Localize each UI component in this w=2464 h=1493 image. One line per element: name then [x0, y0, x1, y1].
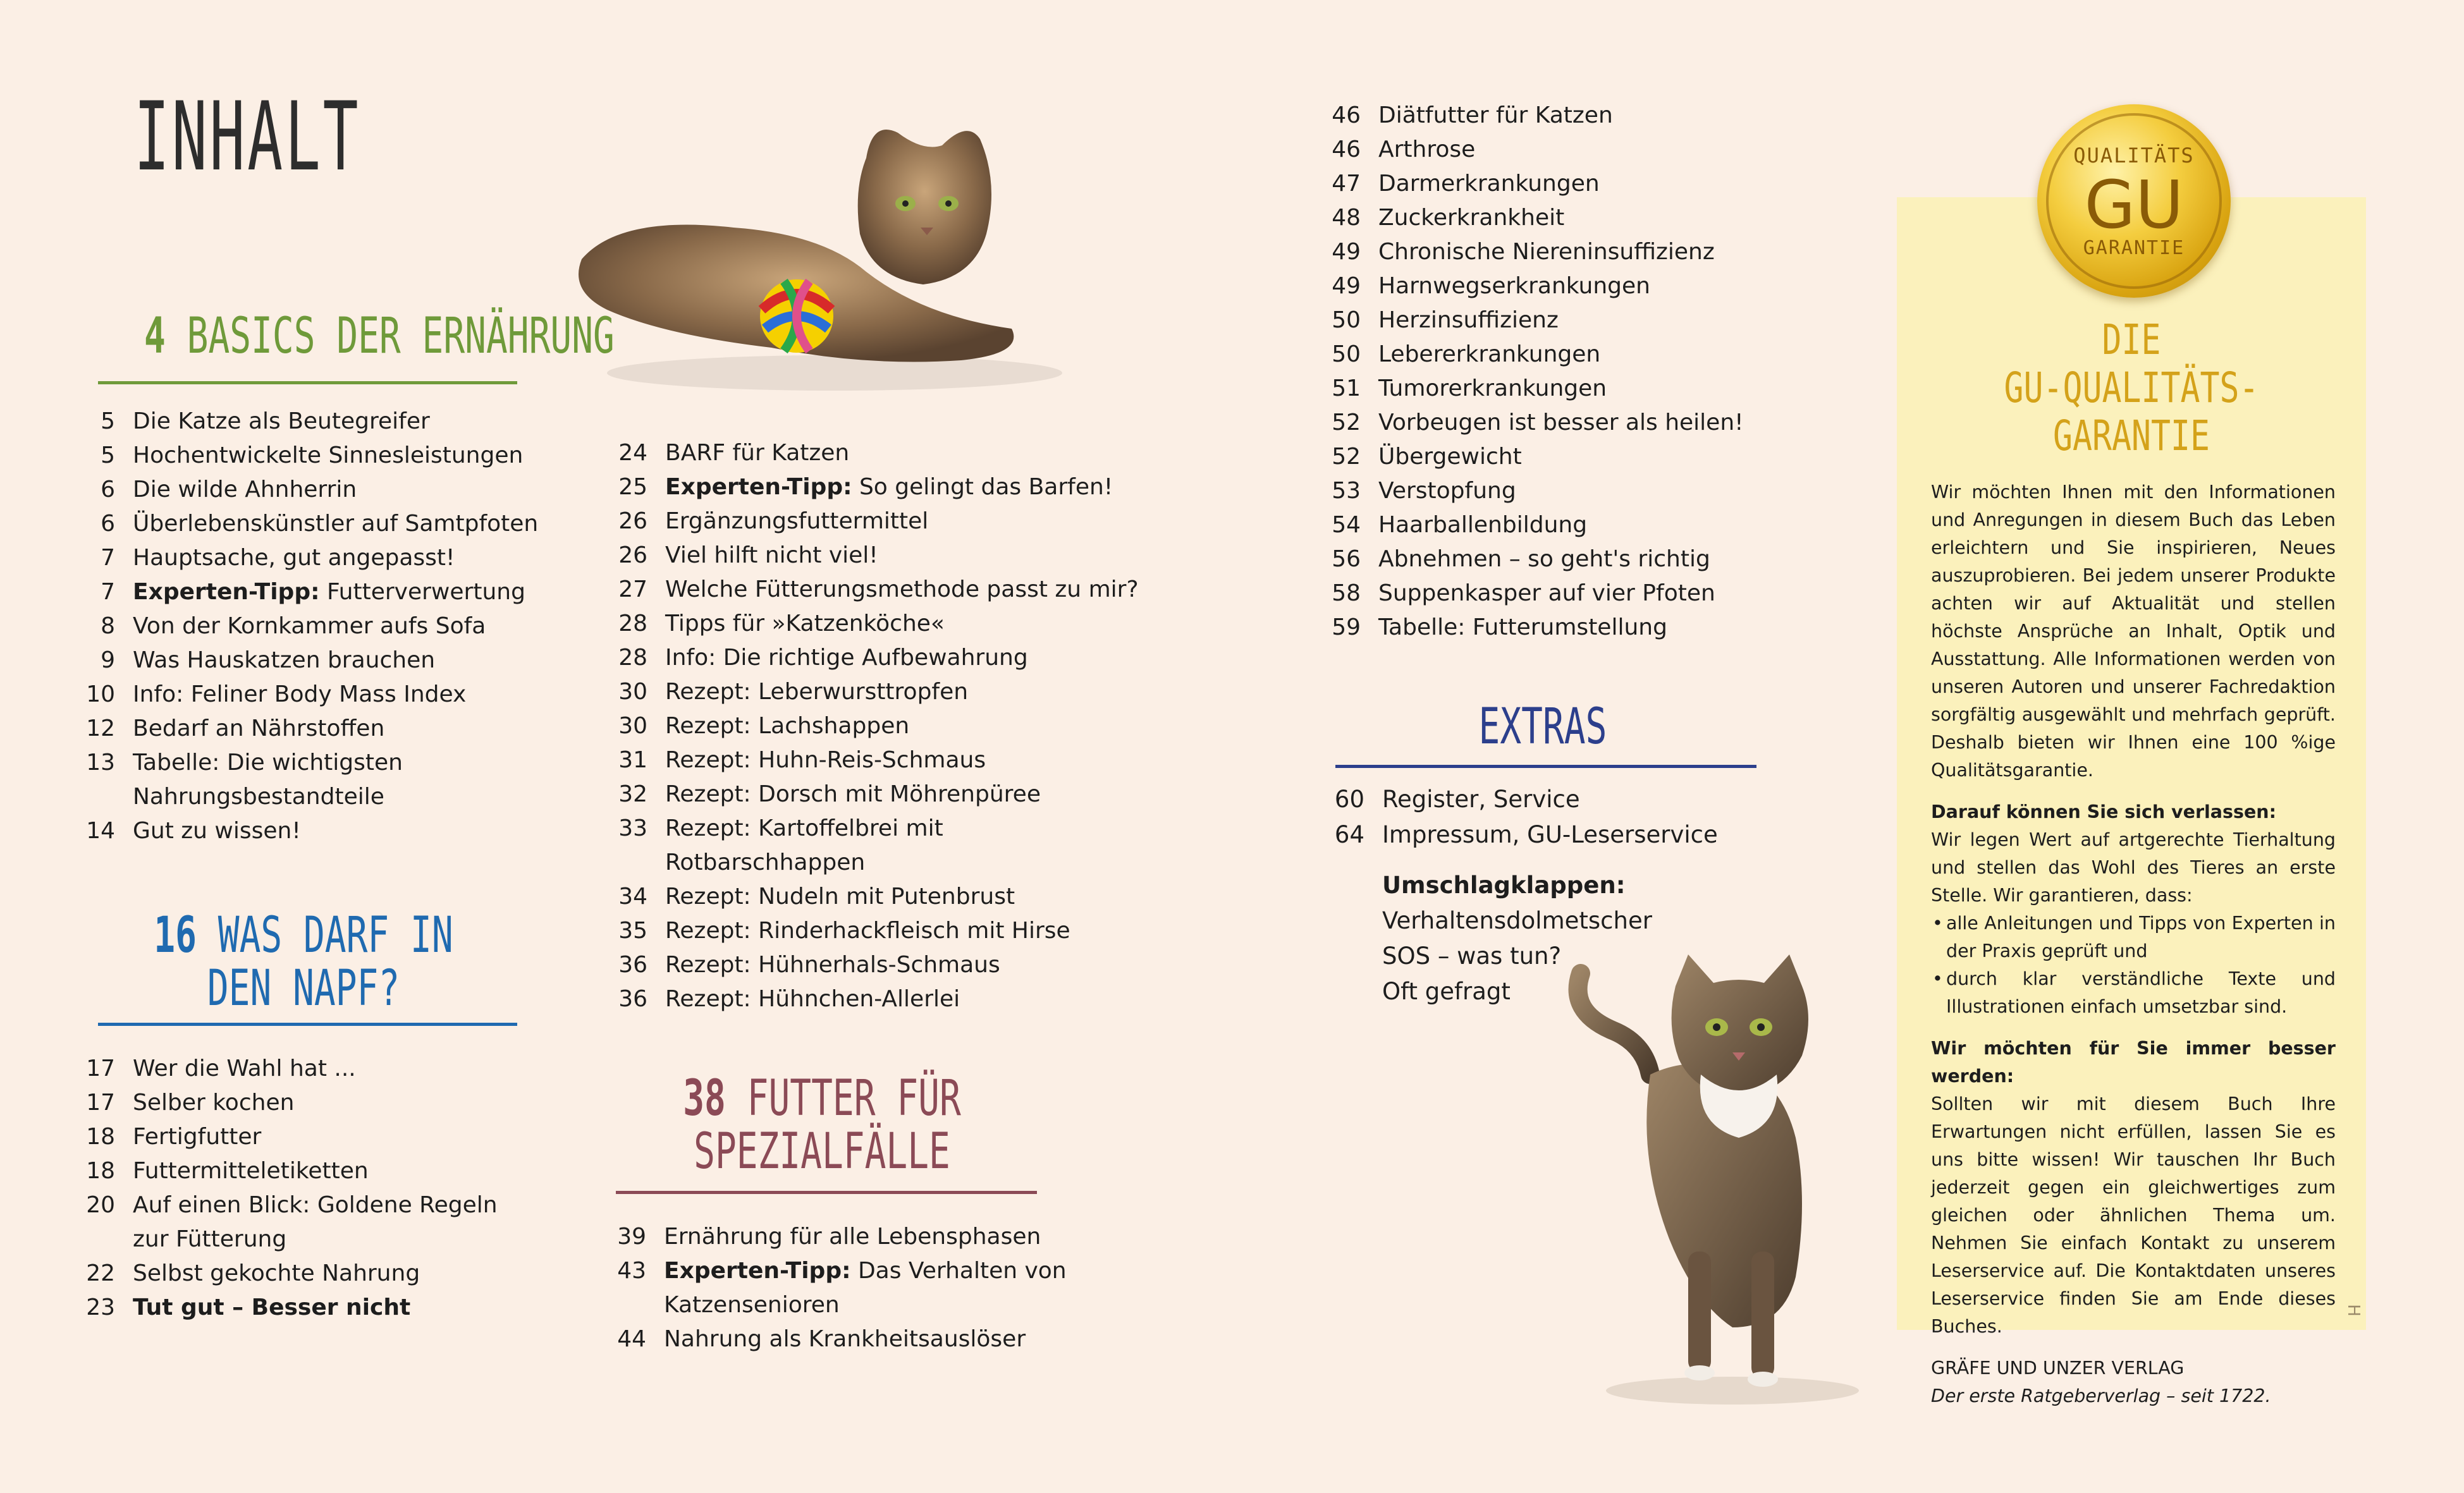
toc-page-number: 12 [86, 716, 115, 741]
toc-entry-title: Viel hilft nicht viel! [665, 542, 878, 568]
toc-page-number: 36 [618, 986, 647, 1012]
toc-page-number: 24 [618, 440, 647, 466]
toc-page-number: 64 [1334, 821, 1364, 848]
toc-entry-title: BARF für Katzen [665, 440, 850, 466]
toc-entry-text [664, 1322, 1026, 1356]
toc-entry [1315, 440, 1884, 474]
toc-page-number: 31 [618, 747, 647, 773]
toc-entry-title: Von der Kornkammer aufs Sofa [133, 613, 486, 639]
toc-entry-title: Arthrose [1378, 137, 1476, 162]
gu-quality-seal: QUALITÄTS GU GARANTIE [2037, 104, 2231, 298]
guarantee-title: DIE GU-QUALITÄTS- GARANTIE [2004, 315, 2259, 460]
toc-entry-title: Selber kochen [133, 1090, 295, 1116]
toc-page-number: 30 [618, 713, 647, 739]
toc-page-number: 9 [101, 647, 115, 673]
toc-entry [70, 1086, 550, 1120]
toc-page-number: 17 [86, 1056, 115, 1082]
toc-entry [602, 948, 1234, 982]
toc-entry [1315, 133, 1884, 167]
toc-page-number: 46 [1332, 102, 1361, 128]
toc-entry-bold: Experten-Tipp: [664, 1258, 851, 1284]
cat-with-ball-image [569, 107, 1075, 405]
toc-entry-text [133, 1052, 356, 1086]
toc-entry-title: Chronische Niereninsuffizienz [1378, 239, 1715, 265]
toc-entry [602, 846, 1234, 880]
toc-entry-title: Hauptsache, gut angepasst! [133, 545, 455, 571]
toc-entry-text [133, 405, 430, 439]
toc-entry-text [133, 1120, 261, 1154]
toc-page-number: 47 [1332, 171, 1361, 197]
toc-entry-text [665, 504, 928, 539]
toc-entry-title: Hochentwickelte Sinnesleistungen [133, 442, 524, 468]
toc-page-number: 23 [86, 1295, 115, 1320]
toc-page-number: 59 [1332, 614, 1361, 640]
side-mark: H [2343, 1304, 2363, 1317]
toc-entry [70, 746, 550, 780]
toc-entry-title: Lebererkrankungen [1378, 341, 1601, 367]
toc-entry-text [1378, 372, 1607, 406]
toc-entry-title: Rotbarschhappen [665, 850, 866, 875]
toc-entry-title: Übergewicht [1378, 444, 1522, 470]
toc-page-number: 10 [86, 681, 115, 707]
toc-page-number: 33 [618, 815, 647, 841]
toc-entry [70, 678, 550, 712]
toc-entry [602, 641, 1234, 675]
toc-entry-text [1378, 474, 1516, 508]
section-rule-basics [98, 381, 517, 384]
toc-entry-title: Tipps für »Katzenköche« [665, 611, 945, 637]
toc-entry-title: Rezept: Hühnerhals-Schmaus [665, 952, 1000, 978]
toc-page-number: 39 [617, 1224, 646, 1250]
toc-entry [602, 812, 1234, 846]
toc-entry [602, 982, 1234, 1016]
toc-entry [1315, 338, 1884, 372]
toc-entry [70, 1154, 550, 1188]
walking-cat-image [1543, 948, 1872, 1410]
toc-entry-title: Überlebenskünstler auf Samtpfoten [133, 511, 539, 537]
toc-page-number: 53 [1332, 478, 1361, 504]
toc-entry [70, 1120, 550, 1154]
toc-entry-title: Impressum, GU-Leserservice [1382, 821, 1718, 848]
toc-entry-text [133, 746, 403, 780]
toc-entry [70, 1291, 550, 1325]
toc-entry-text [133, 814, 301, 848]
toc-entry-title: Info: Feliner Body Mass Index [133, 681, 467, 707]
toc-entry-text [1378, 167, 1600, 201]
toc-entry-text [665, 607, 945, 641]
toc-entry-text [133, 712, 384, 746]
toc-entry [70, 575, 550, 609]
toc-page-number: 35 [618, 918, 647, 944]
toc-page-number: 20 [86, 1192, 115, 1218]
toc-entry-title: Fertigfutter [133, 1124, 262, 1150]
toc-entry-text [1382, 817, 1718, 853]
toc-entry-title: Gut zu wissen! [133, 818, 301, 844]
toc-entry-text [1378, 303, 1559, 338]
toc-entry-title: Auf einen Blick: Goldene Regeln [133, 1192, 498, 1218]
toc-entry-title: Rezept: Lachshappen [665, 713, 910, 739]
toc-entry [602, 436, 1234, 470]
toc-entry [602, 880, 1234, 914]
toc-entry [1319, 817, 1888, 853]
toc-entry [70, 712, 550, 746]
toc-page-number: 49 [1332, 273, 1361, 299]
toc-page-number: 36 [618, 952, 647, 978]
toc-page-number: 13 [86, 750, 115, 776]
toc-page-number: 46 [1332, 137, 1361, 162]
toc-entry-text [1378, 406, 1744, 440]
toc-page-number: 14 [86, 818, 115, 844]
page-title: INHALT [134, 82, 361, 192]
guarantee-intro: Wir möchten Ihnen mit den Informationen und Anregungen in diesem Buch das Leben erleichtern und Sie inspirieren, Neues auszuprobieren. Bei jedem unserer Produkte achten wir auf Aktualität und stellen höchste Ansprüche an Inhalt, Optik und Ausstattung. Alle Informationen werden von unseren Autoren und unserer Fachredaktion sorgfältig ausgewählt und mehrfach geprüft. Deshalb bieten wir Ihnen eine 100 %ige Qualitätsgarantie. [1931, 482, 2336, 781]
toc-entry [601, 1288, 1106, 1322]
toc-page-number: 28 [618, 611, 647, 637]
toc-page-number: 52 [1332, 444, 1361, 470]
toc-page-number: 60 [1334, 786, 1364, 813]
toc-entry [1315, 611, 1884, 645]
toc-entry-text [665, 539, 878, 573]
toc-entry-title: Abnehmen – so geht's richtig [1378, 546, 1710, 572]
toc-entry-text [133, 1188, 498, 1222]
toc-entry [1315, 406, 1884, 440]
toc-entry-text [133, 541, 455, 575]
toc-entry-title: Ergänzungsfuttermittel [665, 508, 929, 534]
toc-entry [1315, 201, 1884, 235]
toc-entry-title: Harnwegserkrankungen [1378, 273, 1650, 299]
toc-entry-title: So gelingt das Barfen! [852, 474, 1113, 500]
toc-list-basics [70, 405, 550, 848]
toc-entry-title: Haarballenbildung [1378, 512, 1588, 538]
toc-list-right [1315, 99, 1884, 645]
toc-entry-text [1378, 99, 1613, 133]
toc-entry [1315, 235, 1884, 269]
toc-entry [70, 1052, 550, 1086]
toc-entry [1315, 269, 1884, 303]
toc-entry-bold: Experten-Tipp: [133, 579, 320, 605]
toc-entry-text [665, 436, 849, 470]
toc-entry [602, 607, 1234, 641]
toc-page-number: 7 [101, 579, 115, 605]
toc-entry-text [133, 473, 357, 507]
toc-entry-title: Suppenkasper auf vier Pfoten [1378, 580, 1715, 606]
toc-list-extras [1319, 782, 1888, 853]
toc-entry-title: Herzinsuffizienz [1378, 307, 1559, 333]
toc-page-number: 7 [101, 545, 115, 571]
toc-list-middle [602, 436, 1234, 1016]
toc-entry [602, 573, 1234, 607]
toc-entry [1315, 372, 1884, 406]
toc-list-napf [70, 1052, 550, 1325]
toc-entry [602, 709, 1234, 743]
toc-entry [1315, 167, 1884, 201]
toc-entry-title: Die wilde Ahnherrin [133, 477, 357, 503]
toc-entry [601, 1322, 1106, 1356]
toc-entry [70, 780, 550, 814]
section-heading-basics: 4 BASICS DER ERNÄHRUNG [144, 308, 615, 365]
toc-entry-title: Vorbeugen ist besser als heilen! [1378, 410, 1744, 436]
toc-page-number: 48 [1332, 205, 1361, 231]
toc-entry-title: Rezept: Kartoffelbrei mit [665, 815, 943, 841]
toc-entry [602, 743, 1234, 777]
toc-entry-text [664, 1288, 840, 1322]
section-heading-extras: EXTRAS [1478, 698, 1607, 755]
toc-page-number: 43 [617, 1258, 646, 1284]
toc-entry-title: Was Hauskatzen brauchen [133, 647, 436, 673]
toc-entry [70, 507, 550, 541]
toc-list-spezial [601, 1220, 1106, 1356]
toc-entry-text [1378, 440, 1522, 474]
toc-entry [602, 539, 1234, 573]
toc-entry [601, 1254, 1106, 1288]
toc-entry-title: Tumorerkrankungen [1378, 375, 1607, 401]
toc-page-number: 6 [101, 477, 115, 503]
section-heading-spezial: 38 FUTTER FÜR SPEZIALFÄLLE [683, 1070, 961, 1180]
toc-entry-text [665, 982, 960, 1016]
toc-entry-title: Rezept: Dorsch mit Möhrenpüree [665, 781, 1041, 807]
toc-entry-text [665, 880, 1015, 914]
guarantee-text [1931, 478, 2336, 1410]
toc-page-number [601, 1288, 646, 1322]
toc-page-number: 27 [618, 576, 647, 602]
toc-entry-title: Rezept: Rinderhackfleisch mit Hirse [665, 918, 1070, 944]
toc-page-number: 17 [86, 1090, 115, 1116]
toc-entry-text [133, 1257, 420, 1291]
toc-entry [70, 1222, 550, 1257]
toc-page-number [602, 846, 647, 880]
guarantee-paragraph: Sollten wir mit diesem Buch Ihre Erwartungen nicht erfüllen, lassen Sie es uns bitte wissen! Wir tauschen Ihr Buch jederzeit gegen ein gleichwertiges zum gleichen oder ähnlichen Thema um. Nehmen Sie einfach Kontakt zu unserem Leserservice auf. Die Kontaktdaten unseres Leserservice finden Sie am Ende dieses Buches. [1931, 1094, 2336, 1337]
toc-page-number [70, 780, 115, 814]
toc-entry-title: Wer die Wahl hat ... [133, 1056, 356, 1082]
toc-page-number: 26 [618, 542, 647, 568]
toc-entry-text [1378, 269, 1650, 303]
toc-entry-text [665, 641, 1028, 675]
toc-entry [70, 541, 550, 575]
toc-entry-title: Welche Fütterungsmethode passt zu mir? [665, 576, 1139, 602]
toc-entry-title: Register, Service [1382, 786, 1580, 813]
toc-entry-title: Selbst gekochte Nahrung [133, 1260, 420, 1286]
toc-entry [1315, 576, 1884, 611]
toc-page-number: 30 [618, 679, 647, 705]
toc-entry-title: Das Verhalten von [850, 1258, 1067, 1284]
toc-page-number: 18 [86, 1124, 115, 1150]
toc-entry-title: Tabelle: Futterumstellung [1378, 614, 1667, 640]
toc-entry-text [664, 1254, 1067, 1288]
toc-entry [70, 814, 550, 848]
toc-entry-text [1378, 508, 1587, 542]
toc-entry-title: Rezept: Nudeln mit Putenbrust [665, 884, 1015, 910]
toc-entry-text [133, 1086, 294, 1120]
toc-entry [70, 439, 550, 473]
toc-entry-text [1382, 782, 1580, 817]
toc-entry-title: Bedarf an Nährstoffen [133, 716, 385, 741]
toc-page-number: 50 [1332, 307, 1361, 333]
toc-page-number: 22 [86, 1260, 115, 1286]
toc-entry-text [1378, 576, 1715, 611]
toc-entry-text [133, 1222, 286, 1257]
toc-entry-title: Nahrungsbestandteile [133, 784, 384, 810]
section-rule-spezial [616, 1191, 1037, 1194]
toc-page-number: 26 [618, 508, 647, 534]
toc-entry-text [665, 573, 1139, 607]
guarantee-list [1931, 910, 2336, 1021]
toc-entry [1315, 303, 1884, 338]
toc-entry-text [665, 470, 1113, 504]
toc-page-number: 34 [618, 884, 647, 910]
guarantee-list-item: • durch klar verständliche Texte und Illustrationen einfach umsetzbar sind. [1946, 965, 2336, 1021]
toc-entry-text [1378, 611, 1667, 645]
section-heading-napf: 16 WAS DARF IN DEN NAPF? [154, 907, 453, 1017]
toc-entry [1315, 99, 1884, 133]
toc-entry-title: Futtermitteletiketten [133, 1158, 369, 1184]
toc-page-number: 52 [1332, 410, 1361, 436]
toc-entry [1315, 542, 1884, 576]
toc-entry-text [133, 575, 525, 609]
toc-entry-text [133, 609, 486, 643]
guarantee-subheading: Wir möchten für Sie immer besser werden: [1931, 1038, 2336, 1087]
toc-entry [70, 1257, 550, 1291]
toc-page-number: 18 [86, 1158, 115, 1184]
toc-entry-title: Tabelle: Die wichtigsten [133, 750, 403, 776]
toc-entry [602, 675, 1234, 709]
toc-entry-text [1378, 133, 1475, 167]
toc-entry [70, 473, 550, 507]
toc-entry [70, 1188, 550, 1222]
toc-entry-title: Rezept: Huhn-Reis-Schmaus [665, 747, 986, 773]
toc-entry-title: Darmerkrankungen [1378, 171, 1600, 197]
toc-entry-title: Nahrung als Krankheitsauslöser [664, 1326, 1026, 1352]
toc-entry [70, 405, 550, 439]
toc-entry-text [133, 1291, 410, 1325]
flaps-heading: Umschlagklappen: [1382, 872, 1626, 899]
toc-entry-text [133, 1154, 369, 1188]
toc-entry-text [665, 777, 1041, 812]
section-rule-napf [98, 1023, 517, 1026]
toc-entry-text [1378, 235, 1715, 269]
toc-entry-text [665, 812, 943, 846]
toc-page-number: 50 [1332, 341, 1361, 367]
toc-entry [1319, 782, 1888, 817]
toc-entry-text [133, 643, 435, 678]
publisher-name: GRÄFE UND UNZER VERLAG [1931, 1358, 2185, 1379]
toc-entry-bold: Experten-Tipp: [665, 474, 852, 500]
flaps-item: SOS – was tun? [1382, 942, 1562, 970]
toc-entry-bold: Tut gut – Besser nicht [133, 1295, 411, 1320]
toc-entry-text [665, 675, 968, 709]
toc-entry-text [1378, 338, 1600, 372]
toc-entry-text [133, 439, 523, 473]
toc-entry-title: zur Fütterung [133, 1226, 287, 1252]
flaps-item: Oft gefragt [1382, 978, 1511, 1005]
toc-page-number: 32 [618, 781, 647, 807]
toc-entry-text [665, 846, 865, 880]
toc-entry [1315, 508, 1884, 542]
toc-entry [1315, 474, 1884, 508]
toc-entry-text [664, 1220, 1041, 1254]
toc-entry-text [133, 678, 466, 712]
toc-entry [70, 609, 550, 643]
guarantee-list-item: • alle Anleitungen und Tipps von Experten in der Praxis geprüft und [1946, 910, 2336, 965]
guarantee-subheading: Darauf können Sie sich verlassen: [1931, 801, 2276, 822]
toc-page-number: 44 [617, 1326, 646, 1352]
toc-entry-title: Diätfutter für Katzen [1378, 102, 1613, 128]
toc-entry-text [665, 914, 1070, 948]
toc-entry [601, 1220, 1106, 1254]
toc-entry [602, 470, 1234, 504]
toc-page-number: 25 [618, 474, 647, 500]
toc-entry [602, 914, 1234, 948]
toc-page-number: 6 [101, 511, 115, 537]
toc-entry-text [665, 709, 909, 743]
toc-page-number: 28 [618, 645, 647, 671]
guarantee-paragraph: Wir legen Wert auf artgerechte Tierhaltung und stellen das Wohl des Tieres an erste Stelle. Wir garantieren, dass: [1931, 829, 2336, 906]
toc-entry [602, 504, 1234, 539]
toc-entry [70, 643, 550, 678]
toc-entry-title: Zuckerkrankheit [1378, 205, 1565, 231]
toc-entry-title: Futterverwertung [319, 579, 525, 605]
section-rule-extras [1335, 765, 1756, 768]
toc-page-number [70, 1222, 115, 1257]
toc-entry-text [665, 948, 1000, 982]
toc-entry-title: Katzensenioren [664, 1292, 840, 1318]
toc-page-number: 49 [1332, 239, 1361, 265]
toc-page-number: 56 [1332, 546, 1361, 572]
toc-page-number: 54 [1332, 512, 1361, 538]
toc-entry-text [665, 743, 986, 777]
toc-page-number: 5 [101, 408, 115, 434]
toc-entry-title: Die Katze als Beutegreifer [133, 408, 430, 434]
toc-entry-text [133, 507, 538, 541]
toc-page-number: 5 [101, 442, 115, 468]
flaps-item: Verhaltensdolmetscher [1382, 907, 1652, 934]
toc-entry-title: Ernährung für alle Lebensphasen [664, 1224, 1041, 1250]
toc-entry-title: Info: Die richtige Aufbewahrung [665, 645, 1028, 671]
toc-page-number: 58 [1332, 580, 1361, 606]
toc-entry-title: Rezept: Leberwursttropfen [665, 679, 969, 705]
toc-page-number: 8 [101, 613, 115, 639]
toc-entry-title: Verstopfung [1378, 478, 1516, 504]
toc-entry-title: Rezept: Hühnchen-Allerlei [665, 986, 960, 1012]
toc-entry-text [1378, 201, 1564, 235]
toc-entry [602, 777, 1234, 812]
toc-entry-text [133, 780, 384, 814]
publisher-tagline: Der erste Ratgeberverlag – seit 1722. [1931, 1386, 2271, 1406]
toc-page-number: 51 [1332, 375, 1361, 401]
toc-entry-text [1378, 542, 1710, 576]
